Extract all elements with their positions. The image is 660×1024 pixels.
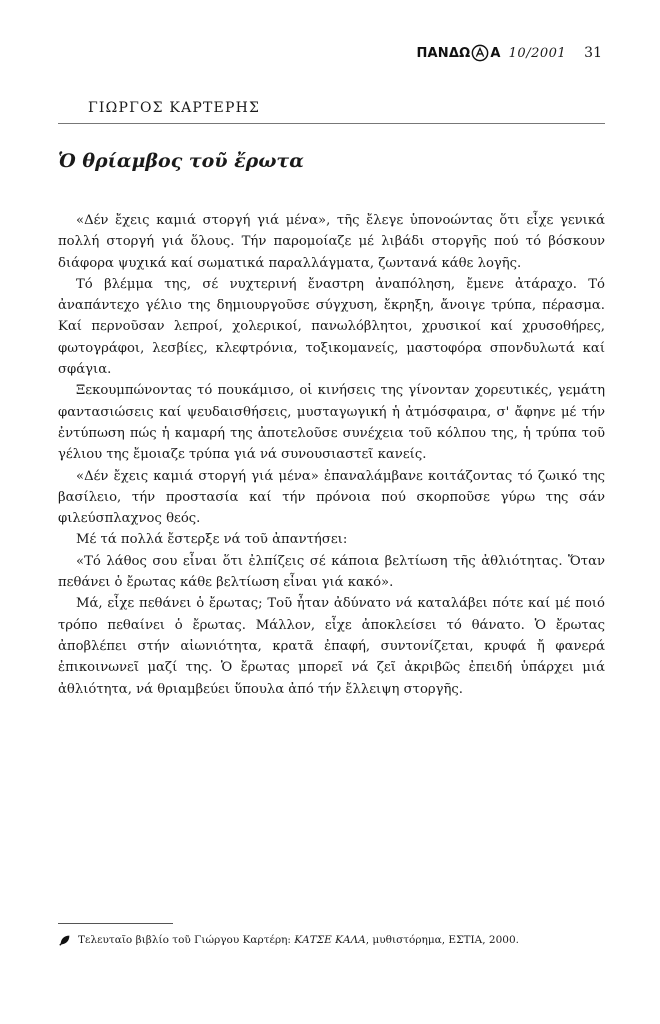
footnote-suffix: , μυθιστόρημα, ΕΣΤΙΑ, 2000. [365, 934, 519, 946]
footnote [58, 933, 519, 947]
author-name: ΓΙΩΡΓΟΣ ΚΑΡΤΕΡΗΣ [88, 100, 261, 116]
page-number: 31 [584, 45, 602, 61]
footnote-book-title: ΚΑΤΣΕ ΚΑΛΑ [294, 934, 366, 946]
pandora-leaf-icon [58, 933, 72, 947]
paragraph: Μέ τά πολλά ἔστερξε νά τοῦ ἀπαντήσει: [76, 532, 348, 548]
paragraph: Μά, εἶχε πεθάνει ὁ ἔρωτας; Τοῦ ἦταν ἀδύνατο νά καταλάβει πότε καί μέ ποιό τρόπο πεθαίνει ὁ ἔρωτας. Μάλλον, εἶχε ἀποκλείσει τό θάνατο. Ὁ ἔρωτας ἀποβλέπει στήν αἰωνιότητα, κρατᾶ ἐπαφή, συντονίζεται, κρυφά ἤ φανερά ἐπικοινωνεῖ μαζί της. Ὁ ἔρωτας μπορεῖ νά ζεῖ ἀκριβῶς ἐπειδή ὑπάρχει μιά ἀθλιότητα, νά θριαμβεύει ὕπουλα ἀπό τήν ἔλλειψη στοργῆς. [58, 596, 605, 697]
journal-name-left: ΠΑΝΔΩ [416, 45, 471, 61]
journal-name-right: Α [490, 45, 501, 61]
paragraph: «Δέν ἔχεις καμιά στοργή γιά μένα» ἐπαναλάμβανε κοιτάζοντας τό ζωικό της βασίλειο, τήν προστασία καί τήν πρόνοια πού σκορποῦσε γύρω της σάν φιλεύσπλαχνος θεός. [58, 468, 605, 527]
journal-logo [416, 44, 500, 62]
paragraph: Τό βλέμμα της, σέ νυχτερινή ἔναστρη ἀναπόληση, ἔμενε ἀτάραχο. Τό ἀναπάντεχο γέλιο της δημιουργοῦσε σύγχυση, ἔκρηξη, ἄνοιγε τρύπα, πέρασμα. Καί περνοῦσαν λεπροί, χολερικοί, πανωλόβλητοι, χρυσικοί καί χρυσοθήρες, φωτογράφοι, λεσβίες, κλεφτρόνια, τοξικομανείς, μαστοφόρα σπονδυλωτά καί σφάγια. [58, 276, 605, 378]
running-header [416, 44, 602, 62]
paragraph: «Τό λάθος σου εἶναι ὅτι ἐλπίζεις σέ κάποια βελτίωση τῆς ἀθλιότητας. Ὅταν πεθάνει ὁ ἔρωτας κάθε βελτίωση εἶναι γιά κακό». [58, 553, 605, 591]
footnote-divider [58, 923, 173, 924]
article-body [58, 210, 605, 700]
article-title: Ὁ θρίαμβος τοῦ ἔρωτα [58, 150, 304, 172]
header-divider [58, 123, 605, 124]
paragraph: Ξεκουμπώνοντας τό πουκάμισο, οἱ κινήσεις της γίνονταν χορευτικές, γεμάτη φαντασιώσεις καί ψευδαισθήσεις, μυσταγωγική ἡ ἀτμόσφαιρα, σ' ἄφηνε μέ τήν ἐντύπωση πώς ἡ καμαρή της ἀποτελοῦσε συνέχεια τοῦ κόλπου της, ἡ τρύπα τοῦ γέλιου της ἔμοιαζε τρύπα γιά νά συνουσιαστεῖ κανείς. [58, 383, 605, 463]
paragraph: «Δέν ἔχεις καμιά στοργή γιά μένα», τῆς ἔλεγε ὑπονοώντας ὅτι εἶχε γενικά πολλή στοργή γιά ὅλους. Τήν παρομοίαζε μέ λιβάδι στοργῆς πού τό βόσκουν διάφορα ψυχικά καί σωματικά παραλλάγματα, ζωντανά κάθε λογῆς. [58, 213, 605, 271]
issue-number: 10/2001 [508, 45, 567, 61]
footnote-prefix: Τελευταῖο βιβλίο τοῦ Γιώργου Καρτέρη: [78, 934, 295, 946]
pandora-circle-logo-icon [471, 44, 489, 62]
